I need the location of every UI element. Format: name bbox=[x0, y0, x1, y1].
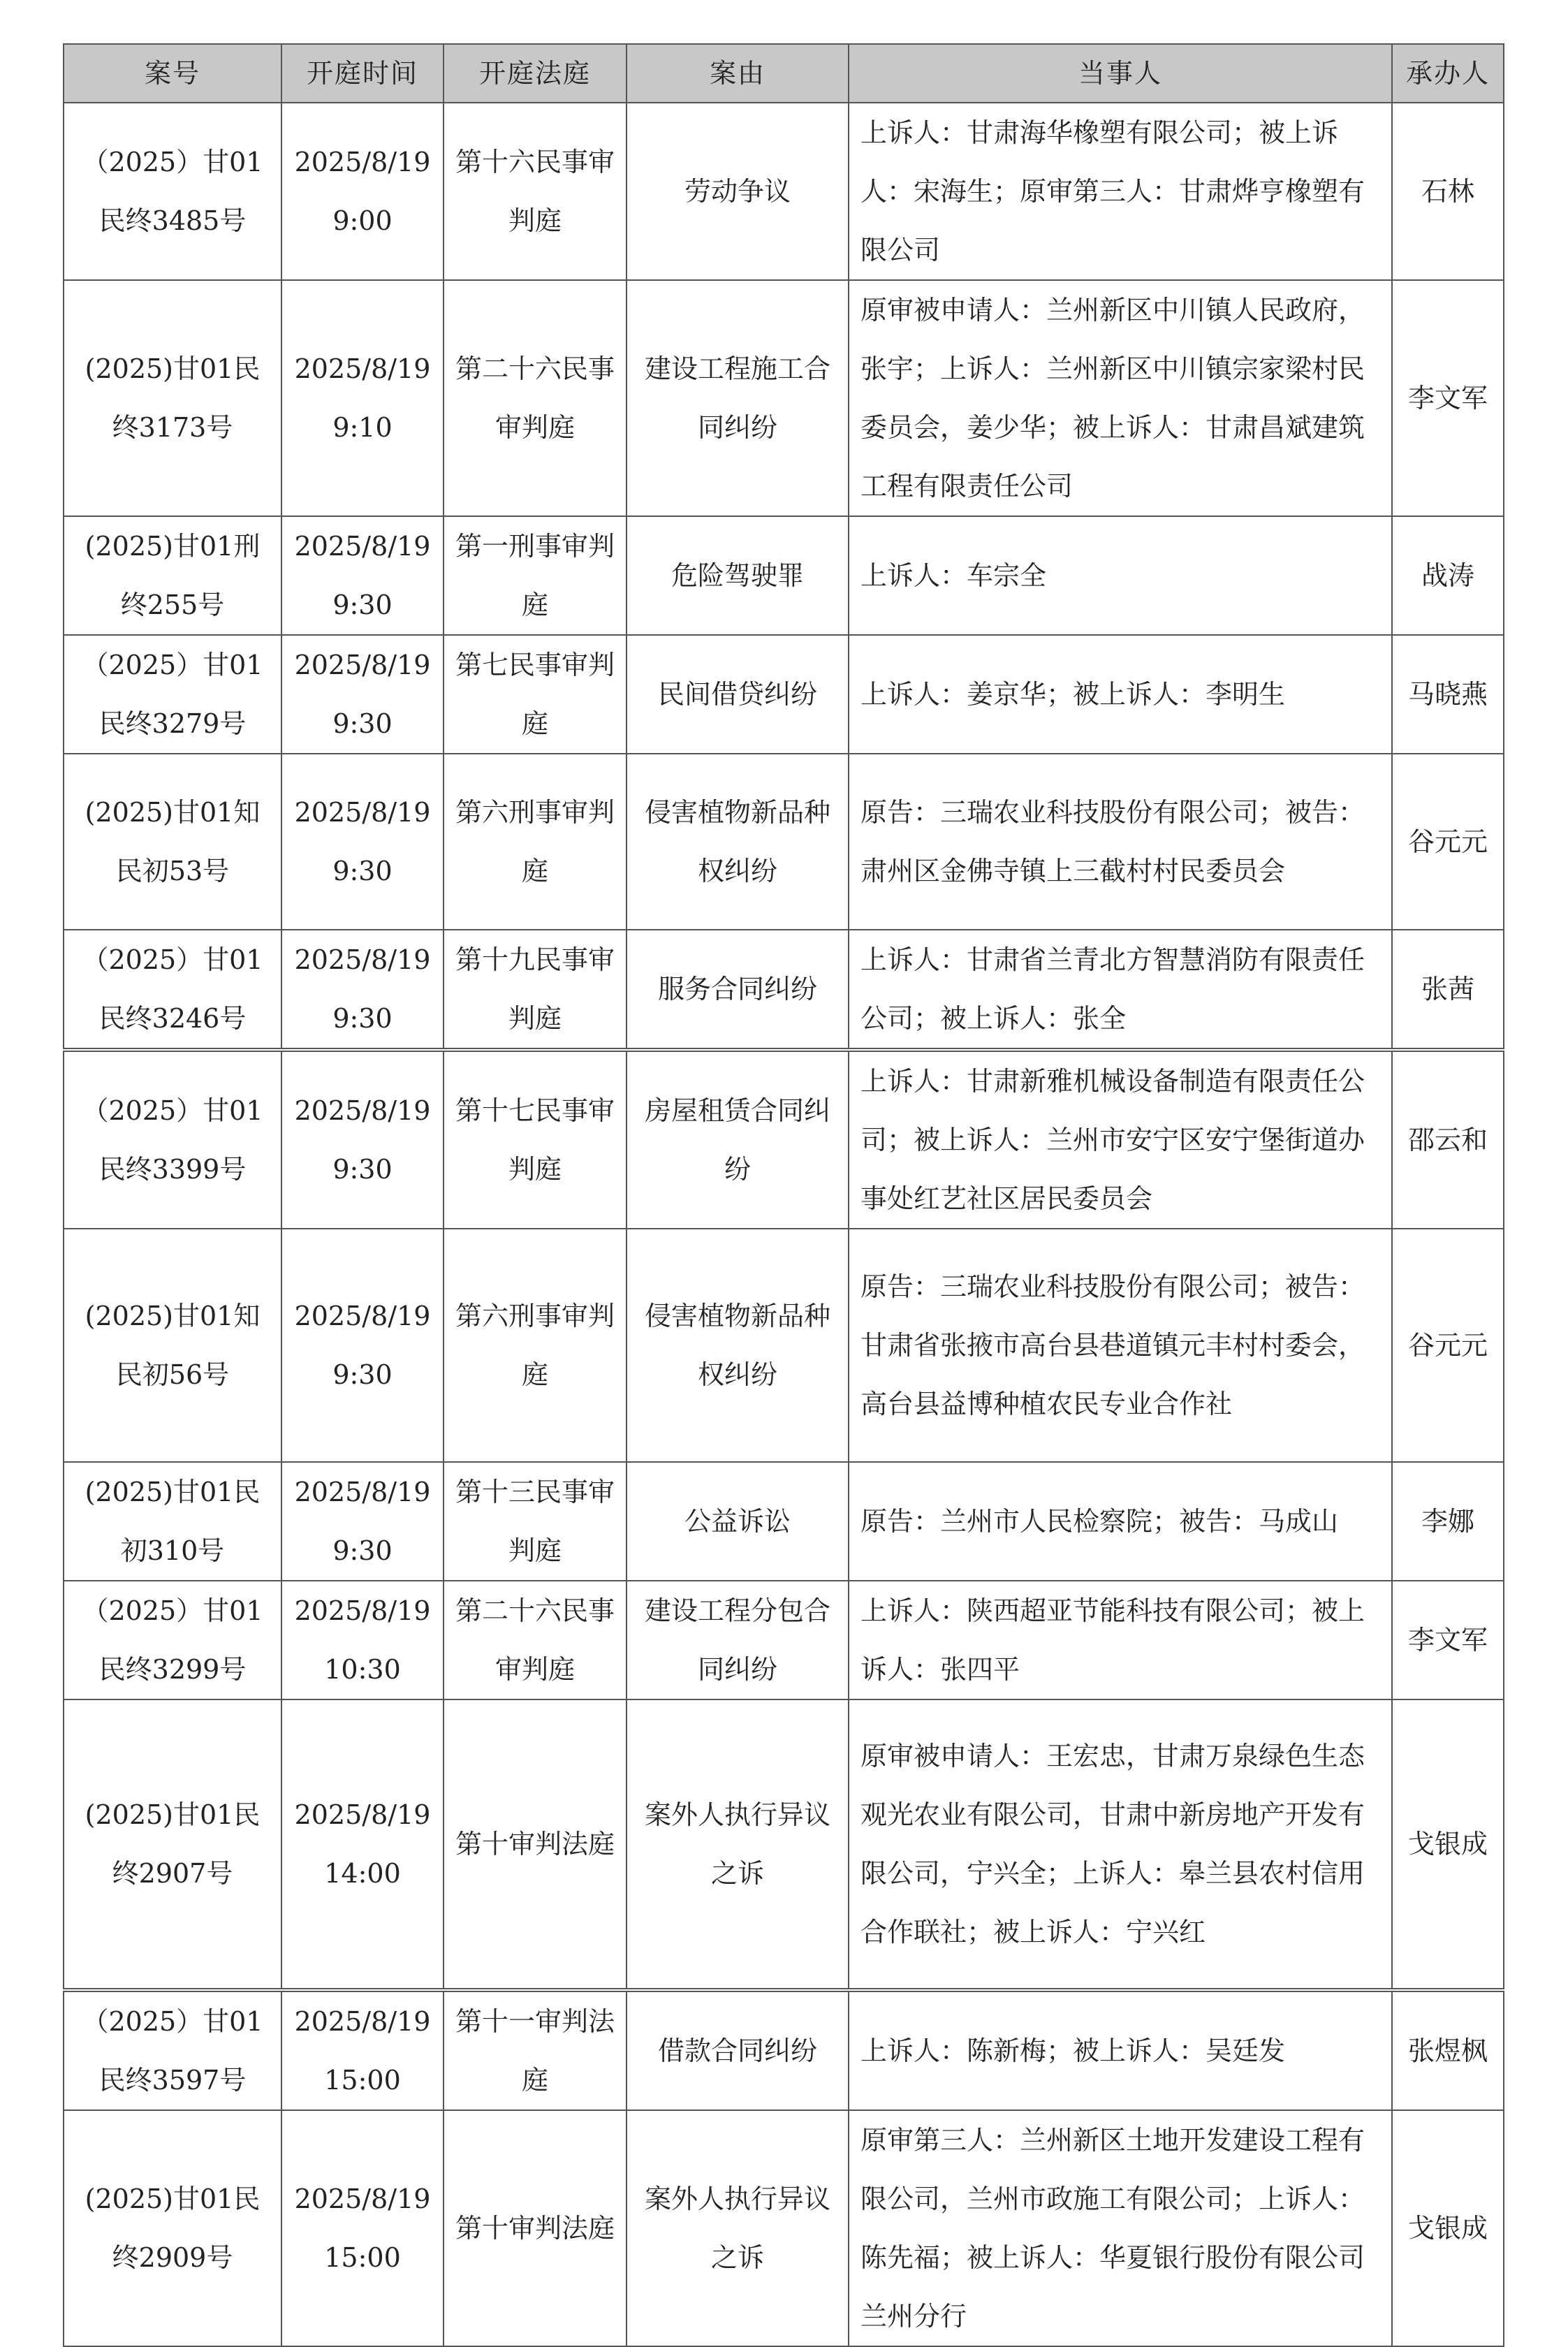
courtroom: 第十审判法庭 bbox=[444, 2110, 627, 2346]
hearing-time: 2025/8/19 9:30 bbox=[281, 1462, 444, 1581]
parties: 原审第三人：兰州新区土地开发建设工程有限公司，兰州市政施工有限公司；上诉人：陈先福；被上诉人：华夏银行股份有限公司兰州分行 bbox=[849, 2110, 1392, 2346]
table-row bbox=[64, 1581, 1504, 1699]
header-time: 开庭时间 bbox=[281, 44, 444, 103]
case-number: （2025）甘01民终3485号 bbox=[64, 103, 281, 280]
hearing-time: 2025/8/19 9:30 bbox=[281, 930, 444, 1050]
hearing-time: 2025/8/19 9:10 bbox=[281, 280, 444, 516]
hearing-time: 2025/8/19 9:30 bbox=[281, 635, 444, 754]
case-cause: 建设工程施工合同纠纷 bbox=[627, 280, 849, 516]
case-number: (2025)甘01知民初53号 bbox=[64, 754, 281, 930]
header-court: 开庭法庭 bbox=[444, 44, 627, 103]
case-cause: 侵害植物新品种权纠纷 bbox=[627, 754, 849, 930]
parties: 上诉人：甘肃海华橡塑有限公司；被上诉人：宋海生；原审第三人：甘肃烨亨橡塑有限公司 bbox=[849, 103, 1392, 280]
parties: 上诉人：陕西超亚节能科技有限公司；被上诉人：张四平 bbox=[849, 1581, 1392, 1699]
courtroom: 第六刑事审判庭 bbox=[444, 1229, 627, 1462]
case-cause: 民间借贷纠纷 bbox=[627, 635, 849, 754]
case-number: (2025)甘01民终2907号 bbox=[64, 1699, 281, 1990]
hearing-time: 2025/8/19 15:00 bbox=[281, 1990, 444, 2110]
parties: 上诉人：姜京华；被上诉人：李明生 bbox=[849, 635, 1392, 754]
courtroom: 第十六民事审判庭 bbox=[444, 103, 627, 280]
document-page bbox=[63, 43, 1503, 2347]
hearing-time: 2025/8/19 9:30 bbox=[281, 516, 444, 635]
parties: 原审被申请人：兰州新区中川镇人民政府，张宇；上诉人：兰州新区中川镇宗家梁村民委员会，姜少华；被上诉人：甘肃昌斌建筑工程有限责任公司 bbox=[849, 280, 1392, 516]
judge: 李文军 bbox=[1392, 1581, 1504, 1699]
header-cause: 案由 bbox=[627, 44, 849, 103]
judge: 战涛 bbox=[1392, 516, 1504, 635]
parties: 上诉人：甘肃省兰青北方智慧消防有限责任公司；被上诉人：张全 bbox=[849, 930, 1392, 1050]
judge: 戈银成 bbox=[1392, 1699, 1504, 1990]
courtroom: 第十一审判法庭 bbox=[444, 1990, 627, 2110]
courtroom: 第十九民事审判庭 bbox=[444, 930, 627, 1050]
hearing-time: 2025/8/19 10:30 bbox=[281, 1581, 444, 1699]
hearing-time: 2025/8/19 9:30 bbox=[281, 1050, 444, 1229]
case-cause: 建设工程分包合同纠纷 bbox=[627, 1581, 849, 1699]
judge: 谷元元 bbox=[1392, 754, 1504, 930]
judge: 张煜枫 bbox=[1392, 1990, 1504, 2110]
judge: 李文军 bbox=[1392, 280, 1504, 516]
courtroom: 第十七民事审判庭 bbox=[444, 1050, 627, 1229]
judge: 谷元元 bbox=[1392, 1229, 1504, 1462]
judge: 石林 bbox=[1392, 103, 1504, 280]
parties: 原告：兰州市人民检察院；被告：马成山 bbox=[849, 1462, 1392, 1581]
header-row bbox=[64, 44, 1504, 103]
case-number: (2025)甘01刑终255号 bbox=[64, 516, 281, 635]
case-number: （2025）甘01民终3246号 bbox=[64, 930, 281, 1050]
case-number: (2025)甘01知民初56号 bbox=[64, 1229, 281, 1462]
case-cause: 案外人执行异议之诉 bbox=[627, 1699, 849, 1990]
parties: 上诉人：陈新梅；被上诉人：吴廷发 bbox=[849, 1990, 1392, 2110]
case-number: （2025）甘01民终3279号 bbox=[64, 635, 281, 754]
courtroom: 第七民事审判庭 bbox=[444, 635, 627, 754]
parties: 上诉人：甘肃新雅机械设备制造有限责任公司；被上诉人：兰州市安宁区安宁堡街道办事处红艺社区居民委员会 bbox=[849, 1050, 1392, 1229]
header-case-no: 案号 bbox=[64, 44, 281, 103]
parties: 原告：三瑞农业科技股份有限公司；被告：甘肃省张掖市高台县巷道镇元丰村村委会，高台县益博种植农民专业合作社 bbox=[849, 1229, 1392, 1462]
case-cause: 服务合同纠纷 bbox=[627, 930, 849, 1050]
table-row bbox=[64, 1462, 1504, 1581]
table-row bbox=[64, 1229, 1504, 1462]
hearing-time: 2025/8/19 9:00 bbox=[281, 103, 444, 280]
courtroom: 第一刑事审判庭 bbox=[444, 516, 627, 635]
table-row bbox=[64, 103, 1504, 280]
header-parties: 当事人 bbox=[849, 44, 1392, 103]
hearing-time: 2025/8/19 15:00 bbox=[281, 2110, 444, 2346]
courtroom: 第十审判法庭 bbox=[444, 1699, 627, 1990]
case-cause: 危险驾驶罪 bbox=[627, 516, 849, 635]
judge: 李娜 bbox=[1392, 1462, 1504, 1581]
case-cause: 侵害植物新品种权纠纷 bbox=[627, 1229, 849, 1462]
case-number: (2025)甘01民终2909号 bbox=[64, 2110, 281, 2346]
hearing-time: 2025/8/19 9:30 bbox=[281, 754, 444, 930]
table-row bbox=[64, 754, 1504, 930]
parties: 原审被申请人：王宏忠，甘肃万泉绿色生态观光农业有限公司，甘肃中新房地产开发有限公司，宁兴全；上诉人：皋兰县农村信用合作联社；被上诉人：宁兴红 bbox=[849, 1699, 1392, 1990]
table-row bbox=[64, 930, 1504, 1050]
courtroom: 第六刑事审判庭 bbox=[444, 754, 627, 930]
table-row bbox=[64, 2110, 1504, 2346]
table-row bbox=[64, 516, 1504, 635]
case-cause: 公益诉讼 bbox=[627, 1462, 849, 1581]
case-cause: 劳动争议 bbox=[627, 103, 849, 280]
courtroom: 第十三民事审判庭 bbox=[444, 1462, 627, 1581]
hearing-time: 2025/8/19 9:30 bbox=[281, 1229, 444, 1462]
courtroom: 第二十六民事审判庭 bbox=[444, 1581, 627, 1699]
case-cause: 房屋租赁合同纠纷 bbox=[627, 1050, 849, 1229]
header-judge: 承办人 bbox=[1392, 44, 1504, 103]
judge: 邵云和 bbox=[1392, 1050, 1504, 1229]
table-row bbox=[64, 635, 1504, 754]
courtroom: 第二十六民事审判庭 bbox=[444, 280, 627, 516]
case-number: （2025）甘01民终3399号 bbox=[64, 1050, 281, 1229]
case-number: （2025）甘01民终3299号 bbox=[64, 1581, 281, 1699]
table-row bbox=[64, 1699, 1504, 1990]
case-number: (2025)甘01民初310号 bbox=[64, 1462, 281, 1581]
court-schedule-table bbox=[63, 43, 1504, 2347]
case-number: (2025)甘01民终3173号 bbox=[64, 280, 281, 516]
judge: 张茜 bbox=[1392, 930, 1504, 1050]
judge: 马晓燕 bbox=[1392, 635, 1504, 754]
parties: 上诉人：车宗全 bbox=[849, 516, 1392, 635]
judge: 戈银成 bbox=[1392, 2110, 1504, 2346]
table-row bbox=[64, 1050, 1504, 1229]
table-row bbox=[64, 1990, 1504, 2110]
case-cause: 借款合同纠纷 bbox=[627, 1990, 849, 2110]
table-row bbox=[64, 280, 1504, 516]
parties: 原告：三瑞农业科技股份有限公司；被告：肃州区金佛寺镇上三截村村民委员会 bbox=[849, 754, 1392, 930]
case-cause: 案外人执行异议之诉 bbox=[627, 2110, 849, 2346]
case-number: （2025）甘01民终3597号 bbox=[64, 1990, 281, 2110]
hearing-time: 2025/8/19 14:00 bbox=[281, 1699, 444, 1990]
